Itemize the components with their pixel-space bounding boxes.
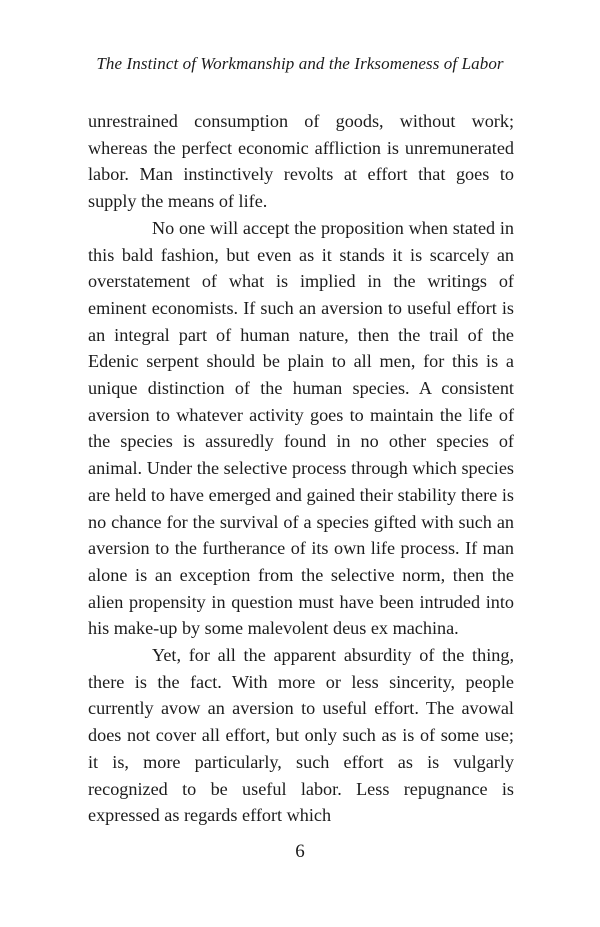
running-header: The Instinct of Workmanship and the Irksomeness of Labor: [96, 54, 504, 73]
page-number: 6: [295, 841, 305, 862]
body-text: [88, 108, 514, 829]
paragraph: Yet, for all the apparent absurdity of the thing, there is the fact. With more or less sincerity, people currently avow an aversion to useful effort. The avowal does not cover all effort, but only such as is of some use; it is, more particularly, such effort as is vulgarly recognized to be useful labor. Less repugnance is expressed as regards effort which: [88, 645, 514, 826]
paragraph-continued: unrestrained consumption of goods, without work; whereas the perfect economic affliction is unremunerated labor. Man instinctively revolts at effort that goes to supply the means of life.: [88, 111, 514, 212]
paragraph: No one will accept the proposition when stated in this bald fashion, but even as it stands it is scarcely an overstatement of what is implied in the writings of eminent economists. If such an aversion to useful effort is an integral part of human nature, then the trail of the Edenic serpent should be plain to all men, for this is a unique distinction of the human species. A consistent aversion to whatever activity goes to maintain the life of the species is assuredly found in no other species of animal. Under the selective process through which species are held to have emerged and gained their stability there is no chance for the survival of a species gifted with such an aversion to the furtherance of its own life process. If man alone is an exception from the selective norm, then the alien propensity in question must have been intruded into his make-up by some malevolent deus ex machina.: [88, 217, 514, 639]
